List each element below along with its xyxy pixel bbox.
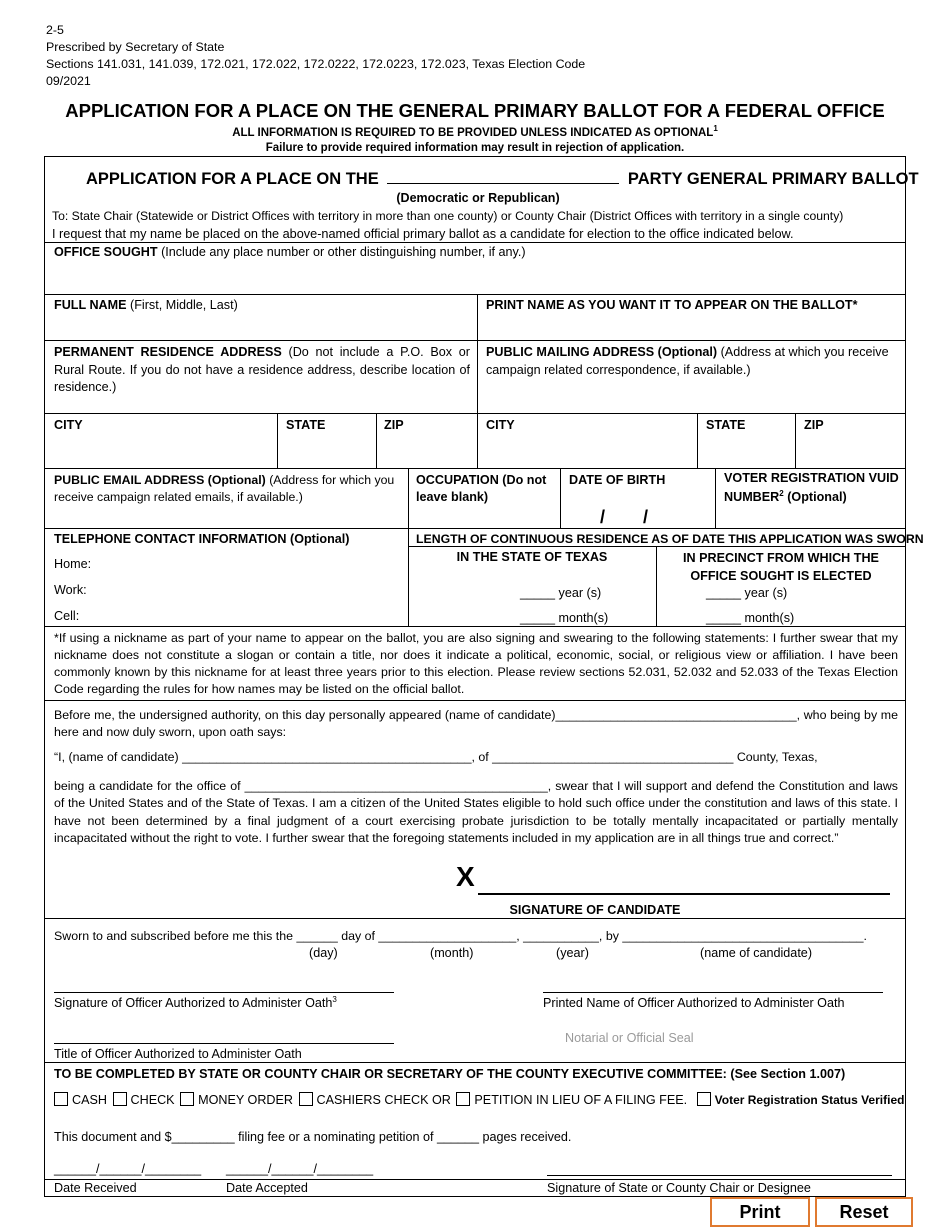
- officer-signature-line[interactable]: [54, 992, 394, 993]
- sworn-month-caption: (month): [430, 946, 474, 960]
- date-accepted-label: Date Accepted: [226, 1181, 308, 1195]
- dob-field[interactable]: [600, 505, 648, 529]
- request-line: I request that my name be placed on the above-named official primary ballot as a candidate for election to the office indicated below.: [52, 227, 794, 241]
- form-header: [46, 22, 585, 90]
- cash-checkbox[interactable]: [54, 1092, 68, 1106]
- footnote-3: 3: [332, 995, 337, 1004]
- phone-cell-field[interactable]: Cell:: [54, 609, 80, 623]
- candidate-signature-line[interactable]: [478, 893, 890, 895]
- cashiers-check-checkbox[interactable]: [299, 1092, 313, 1106]
- dob-slash-2: /: [643, 507, 649, 527]
- state-years-field[interactable]: _____ year (s): [520, 586, 602, 600]
- occupation-field[interactable]: OCCUPATION (Do not leave blank): [416, 473, 547, 504]
- party-prefix: APPLICATION FOR A PLACE ON THE: [86, 170, 379, 188]
- oath-statement: being a candidate for the office of ____________________________________________, swear that I will support and defend the Constitution and laws of the United States and of the State of Texas. I am a citizen of the United States eligible to hold such office under the constitution and laws of this state. I have not been determined by a final judgment of a court exercising probate jurisdiction to be totally mentally incapacitated or partially mentally incapacitated without the right to vote. I further swear that the foregoing statements included in my application are in all things true and correct.”: [54, 779, 898, 845]
- money-order-label: MONEY ORDER: [198, 1093, 294, 1107]
- footnote-2: 2: [779, 489, 784, 498]
- check-label: CHECK: [130, 1093, 175, 1107]
- signature-x: X: [456, 861, 475, 892]
- email-label: PUBLIC EMAIL ADDRESS (Optional): [54, 473, 266, 487]
- residence-state-field[interactable]: STATE: [286, 418, 326, 432]
- notary-seal-area: Notarial or Official Seal: [565, 1031, 694, 1045]
- divider: [560, 468, 561, 528]
- divider: [44, 242, 906, 243]
- in-precinct-label: IN PRECINCT FROM WHICH THE OFFICE SOUGHT IS ELECTED: [683, 551, 879, 583]
- divider: [44, 528, 906, 529]
- sworn-line: Sworn to and subscribed before me this the ______ day of ____________________, ___________, by ___________________________________.: [54, 929, 867, 943]
- form-title: APPLICATION FOR A PLACE ON THE GENERAL PRIMARY BALLOT FOR A FEDERAL OFFICE: [65, 100, 885, 121]
- divider: [697, 413, 698, 468]
- divider: [44, 340, 906, 341]
- officer-title-line[interactable]: [54, 1043, 394, 1044]
- petition-label: PETITION IN LIEU OF A FILING FEE.: [474, 1093, 688, 1107]
- subtitle-rejection: Failure to provide required information may result in rejection of application.: [265, 142, 685, 154]
- chair-heading: TO BE COMPLETED BY STATE OR COUNTY CHAIR OR SECRETARY OF THE COUNTY EXECUTIVE COMMITTEE: (See Section 1.007): [54, 1067, 846, 1081]
- nickname-statement: *If using a nickname as part of your name to appear on the ballot, you are also signing and swearing to the following statements: I further swear that my nickname does not constitute a slogan or contain a title, nor does it indicate a political, economic, social, or religious view or affiliation. I have been commonly known by this nickname for at least three years prior to this election. Please review sections 52.031, 52.032 and 52.033 of the Texas Election Code regarding the rules for how names may be listed on the official ballot.: [54, 631, 898, 696]
- divider: [44, 626, 906, 627]
- print-button[interactable]: Print: [710, 1197, 810, 1227]
- mailing-state-field[interactable]: STATE: [706, 418, 746, 432]
- printed-name-line[interactable]: [543, 992, 883, 993]
- cashiers-check-label: CASHIERS CHECK OR: [316, 1093, 451, 1107]
- date-received-label: Date Received: [54, 1181, 137, 1195]
- payment-options: [52, 1092, 904, 1109]
- check-checkbox[interactable]: [113, 1092, 127, 1106]
- oath-intro: Before me, the undersigned authority, on this day personally appeared (name of candidate)___________________________________, who being by me here and now duly sworn, upon oath says:: [54, 708, 898, 739]
- date-received-field[interactable]: ______/______/________: [54, 1162, 202, 1176]
- mailing-note: (Address at which you receive campaign related correspondence, if available.): [486, 345, 889, 377]
- in-state-label: IN THE STATE OF TEXAS: [456, 550, 608, 564]
- divider: [408, 468, 409, 626]
- office-sought-note: (Include any place number or other distinguishing number, if any.): [161, 245, 526, 259]
- party-suffix: PARTY GENERAL PRIMARY BALLOT: [627, 170, 919, 188]
- reset-button[interactable]: Reset: [815, 1197, 913, 1227]
- party-input[interactable]: [387, 172, 619, 184]
- dob-label: DATE OF BIRTH: [569, 473, 666, 487]
- divider: [44, 918, 906, 919]
- divider: [795, 413, 796, 468]
- vuid-label: VOTER REGISTRATION VUID NUMBER: [724, 471, 899, 505]
- office-sought-label: OFFICE SOUGHT: [54, 245, 158, 259]
- printed-name-label: Printed Name of Officer Authorized to Administer Oath: [543, 996, 845, 1010]
- dob-slash-1: /: [600, 507, 606, 527]
- cash-label: CASH: [72, 1093, 107, 1107]
- residence-label: PERMANENT RESIDENCE ADDRESS: [54, 345, 282, 359]
- ballot-name-field[interactable]: PRINT NAME AS YOU WANT IT TO APPEAR ON THE BALLOT*: [486, 298, 858, 312]
- mailing-address-field[interactable]: [486, 344, 898, 379]
- residence-note: (Do not include a P.O. Box or Rural Route. If you do not have a residence address, describe location of residence.): [54, 345, 470, 394]
- divider: [44, 1062, 906, 1063]
- sworn-year-caption: (year): [556, 946, 589, 960]
- statute-sections: Sections 141.031, 141.039, 172.021, 172.022, 172.0222, 172.0223, 172.023, Texas Election Code: [46, 57, 586, 71]
- divider: [477, 294, 478, 468]
- prescribed-by: Prescribed by Secretary of State: [46, 40, 225, 54]
- residence-zip-field[interactable]: ZIP: [384, 418, 404, 432]
- divider: [44, 468, 906, 469]
- money-order-checkbox[interactable]: [180, 1092, 194, 1106]
- form-number: 2-5: [46, 23, 64, 37]
- divider: [376, 413, 377, 468]
- mailing-city-field[interactable]: CITY: [486, 418, 515, 432]
- officer-signature-label: [54, 995, 337, 1012]
- precinct-years-field[interactable]: _____ year (s): [706, 586, 788, 600]
- chair-signature-line[interactable]: [547, 1175, 892, 1176]
- officer-signature-text: Signature of Officer Authorized to Administer Oath: [54, 996, 333, 1011]
- full-name-label: FULL NAME: [54, 298, 127, 312]
- petition-checkbox[interactable]: [456, 1092, 470, 1106]
- email-note: (Address for which you receive campaign related emails, if available.): [54, 473, 395, 504]
- to-line: To: State Chair (Statewide or District Offices with territory in more than one county) or County Chair (District Offices with territory in a single county): [52, 209, 844, 223]
- residence-length-label: LENGTH OF CONTINUOUS RESIDENCE AS OF DATE THIS APPLICATION WAS SWORN: [416, 532, 924, 546]
- subtitle-required: [40, 124, 910, 141]
- state-months-field[interactable]: _____ month(s): [520, 611, 609, 625]
- party-line: [86, 168, 919, 190]
- signature-of-candidate-label: SIGNATURE OF CANDIDATE: [509, 903, 681, 917]
- full-name-note: (First, Middle, Last): [130, 298, 238, 312]
- vuid-optional: (Optional): [787, 490, 847, 505]
- revision-date: 09/2021: [46, 74, 91, 88]
- mailing-label: PUBLIC MAILING ADDRESS (Optional): [486, 345, 718, 359]
- full-name-field[interactable]: [54, 297, 238, 314]
- divider: [44, 413, 906, 414]
- phone-label: TELEPHONE CONTACT INFORMATION (Optional): [54, 532, 350, 546]
- divider: [44, 700, 906, 701]
- subtitle-required-text: ALL INFORMATION IS REQUIRED TO BE PROVIDED UNLESS INDICATED AS OPTIONAL: [232, 126, 714, 139]
- voter-verified-checkbox[interactable]: [697, 1092, 711, 1106]
- oath-candidate-line: “I, (name of candidate) __________________________________________, of ___________________________________ County, Texas,: [54, 750, 818, 764]
- precinct-months-field[interactable]: _____ month(s): [706, 611, 795, 625]
- residence-city-field[interactable]: CITY: [54, 418, 83, 432]
- residence-address-field[interactable]: [54, 344, 470, 397]
- mailing-zip-field[interactable]: ZIP: [804, 418, 824, 432]
- divider: [277, 413, 278, 468]
- divider: [715, 468, 716, 528]
- voter-verified-label: Voter Registration Status Verified: [714, 1093, 905, 1107]
- sworn-day-caption: (day): [309, 946, 338, 960]
- vuid-field[interactable]: [724, 470, 900, 505]
- officer-title-label: Title of Officer Authorized to Administer Oath: [54, 1047, 302, 1061]
- email-field[interactable]: [54, 472, 404, 506]
- phone-home-field[interactable]: Home:: [54, 557, 92, 571]
- phone-work-field[interactable]: Work:: [54, 583, 87, 597]
- footnote-1: 1: [713, 124, 718, 133]
- divider: [408, 546, 906, 547]
- document-received-line: This document and $_________ filing fee or a nominating petition of ______ pages received.: [54, 1130, 572, 1144]
- divider: [44, 294, 906, 295]
- party-note: (Democratic or Republican): [396, 191, 560, 205]
- sworn-name-caption: (name of candidate): [700, 946, 813, 960]
- chair-signature-label: Signature of State or County Chair or Designee: [547, 1181, 811, 1195]
- divider: [656, 546, 657, 626]
- date-accepted-field[interactable]: ______/______/________: [226, 1162, 374, 1176]
- office-sought-field[interactable]: [54, 244, 894, 261]
